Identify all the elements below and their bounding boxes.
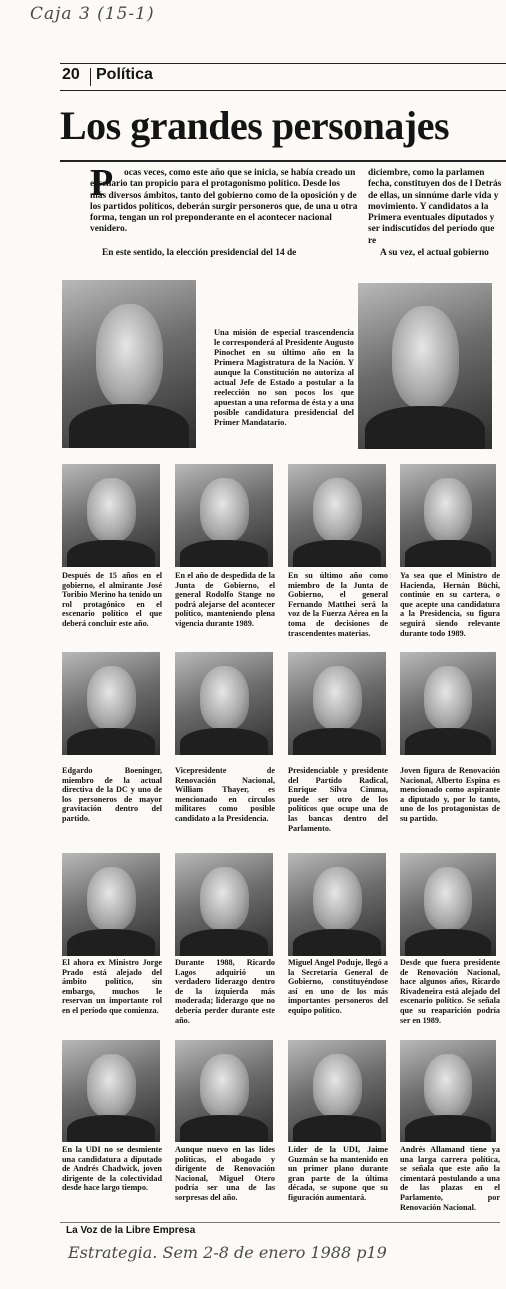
lead-col1: ocas veces, como este año que se inicia, se había creado un escenario tan propicio para el protagonismo político. Desde los más diversos ámbitos, tanto del gobierno como de la oposición y de los partidos políticos, deberán surgir personeros que, de una u otra forma, tengan un rol preponderante en el acontecer nacional venidero. (90, 168, 358, 235)
caption-boeninger: Edgardo Boeninger, miembro de la actual directiva de la DC y uno de los personeros de mayor gravitación dentro del partido. (62, 766, 162, 823)
caption-poduje: Miguel Angel Poduje, llegó a la Secretaría General de Gobierno, constituyéndose así en uno de los más importantes personeros del equipo político. (288, 958, 388, 1015)
caption-thayer: Vicepresidente de Renovación Nacional, William Thayer, es mencionado en círculos militares como posible candidato a la Presidencia. (175, 766, 275, 823)
photo-poduje (288, 853, 386, 956)
photo-rivadeneira (400, 853, 496, 956)
caption-matthei: En su último año como miembro de la Junta de Gobierno, el general Fernando Matthei será la voz de la Fuerza Aérea en la toma de decisiones de trascendentes materias. (288, 571, 388, 638)
photo-prado (62, 853, 160, 956)
caption-allamand: Andrés Allamand tiene ya una larga carrera política, se señala que este año la cimentará postulando a una de las plazas en el Parlamento, por Renovación Nacional. (400, 1145, 500, 1212)
photo-pinochet (62, 280, 196, 448)
headline-rule (60, 160, 506, 162)
photo-silva-cimma (288, 652, 386, 755)
footer-publication: La Voz de la Libre Empresa (66, 1225, 196, 1236)
caption-silva-cimma: Presidenciable y presidente del Partido Radical, Enrique Silva Cimma, puede ser otro de los políticos que ocupe una de las bancas dentro del Parlamento. (288, 766, 388, 833)
caption-guzman: Líder de la UDI, Jaime Guzmán se ha mantenido en un primer plano durante gran parte de la última década, se supone que su figuración aumentará. (288, 1145, 388, 1202)
page-number: 20 (62, 66, 80, 83)
caption-prado: El ahora ex Ministro Jorge Prado está alejado del ámbito político, sin embargo, muchos le reservan un importante rol en el período que comienza. (62, 958, 162, 1015)
photo-chadwick (62, 1040, 160, 1142)
photo-stange (175, 464, 273, 567)
caption-otero: Aunque nuevo en las lides políticas, el abogado y dirigente de Renovación Nacional, Miguel Otero podría ser una de las sorpresas del año. (175, 1145, 275, 1202)
footer-handwritten-source: Estrategia. Sem 2-8 de enero 1988 p19 (68, 1243, 387, 1262)
caption-stange: En el año de despedida de la Junta de Gobierno, el general Rodolfo Stange no podrá alejarse del acontecer político, manteniendo plena vigencia durante 1989. (175, 571, 275, 628)
header-rule-bottom (60, 90, 506, 91)
archive-note: Caja 3 (15-1) (30, 4, 155, 24)
photo-allamand (400, 1040, 496, 1142)
footer-rule (60, 1222, 500, 1223)
photo-matthei (288, 464, 386, 567)
header-rule-top (60, 63, 506, 64)
section-label: Política (96, 66, 153, 83)
photo-espina (400, 652, 496, 755)
headline: Los grandes personajes (60, 103, 450, 148)
photo-lagos (175, 853, 273, 956)
caption-merino: Después de 15 años en el gobierno, el almirante José Toribio Merino ha tenido un rol protagónico en el escenario político el que deberá concluir este año. (62, 571, 162, 628)
photo-buchi (400, 464, 496, 567)
lead-col2: diciembre, como la parlamen fecha, constituyen dos de l Detrás de ellas, un sinnúme darle vida y movimiento. Y candidatos a la Primera eventuales diputados y ser indiscutidos del período que re (368, 168, 502, 246)
lead-col2-p2: A su vez, el actual gobierno (380, 248, 489, 258)
photo-thayer (175, 652, 273, 755)
photo-merino (62, 464, 160, 567)
caption-espina: Joven figura de Renovación Nacional, Alberto Espina es mencionado como aspirante a diputado y, por lo tanto, uno de los protagonistas de su partido. (400, 766, 500, 823)
caption-chadwick: En la UDI no se desmiente una candidatura a diputado de Andrés Chadwick, joven dirigente de la colectividad desde hace largo tiempo. (62, 1145, 162, 1193)
drop-cap: P (90, 162, 114, 204)
photo-feature-right (358, 283, 492, 449)
photo-boeninger (62, 652, 160, 755)
caption-buchi: Ya sea que el Ministro de Hacienda, Hernán Büchi, continúe en su cartera, o que acepte una candidatura a la Presidencia, su figura seguirá siendo relevante durante todo 1989. (400, 571, 500, 638)
photo-otero (175, 1040, 273, 1142)
feature-caption: Una misión de especial trascendencia le corresponderá al Presidente Augusto Pinochet en su último año en la Primera Magistratura de la Nación. Y aunque la Constitución no autoriza al actual Jefe de Estado a postular a la reelección no son pocos los que apuestan a una reforma de ésta y a una posible candidatura presidencial del Primer Mandatario. (214, 328, 354, 427)
lead-col1-p2: En este sentido, la elección presidencial del 14 de (102, 248, 297, 258)
caption-rivadeneira: Desde que fuera presidente de Renovación Nacional, hace algunos años, Ricardo Rivadeneira está alejado del escenario político. Se señala que su reaparición podría ser en 1989. (400, 958, 500, 1025)
header-divider (90, 68, 91, 86)
photo-guzman (288, 1040, 386, 1142)
caption-lagos: Durante 1988, Ricardo Lagos adquirió un verdadero liderazgo dentro de la izquierda más moderada; liderazgo que no debería perder durante este año. (175, 958, 275, 1025)
